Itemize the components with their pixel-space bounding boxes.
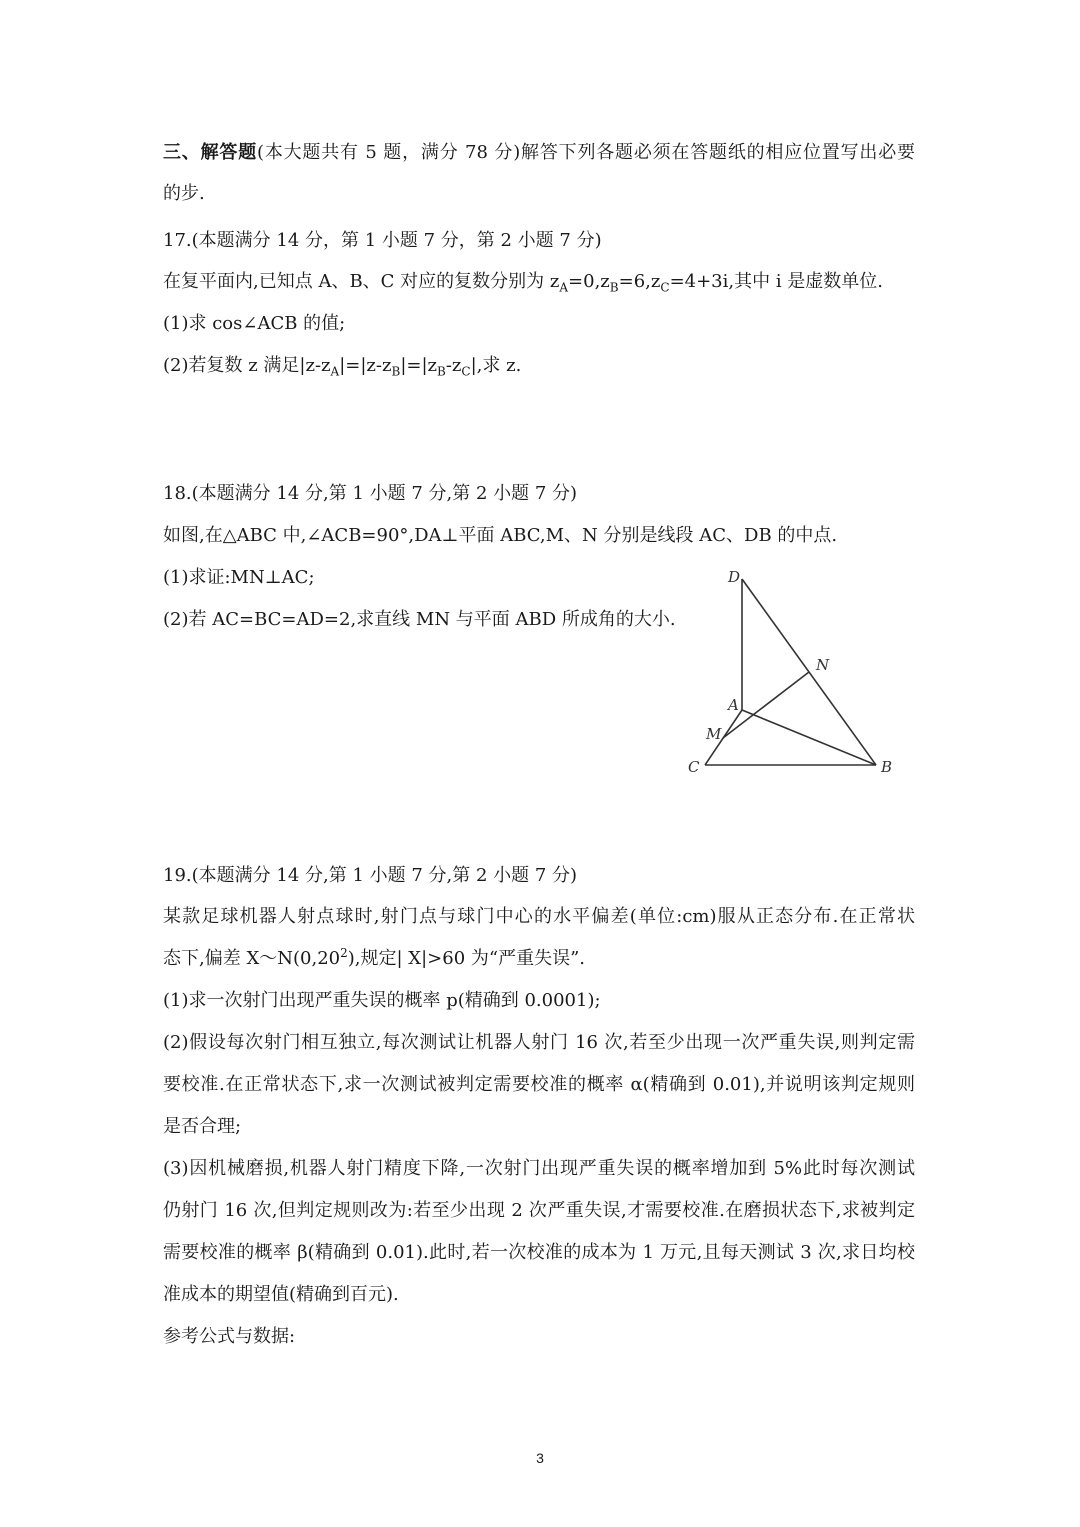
label-N: N: [816, 656, 830, 674]
q19-part3-line2: 仍射门 16 次,但判定规则改为:若至少出现 2 次严重失误,才需要校准.在磨损状态下,求被判定: [163, 1200, 915, 1221]
q19-header: 19.(本题满分 14 分,第 1 小题 7 分,第 2 小题 7 分): [163, 865, 578, 886]
q17-part2: (2)若复数 z 满足$|z-z_A|=|z-z_B|=|z_B-z_C|$,求 z.: [163, 355, 522, 379]
section-intro: 三、解答题(本大题共有 5 题，满分 78 分)解答下列各题必须在答题纸的相应位置写出必要: [163, 142, 915, 163]
q19-part2-line1: (2)假设每次射门相互独立,每次测试让机器人射门 16 次,若至少出现一次严重失误,则判定需: [163, 1032, 915, 1053]
section-heading: 三、解答题: [163, 142, 257, 163]
q17-stem: 在复平面内,已知点 A、B、C 对应的复数分别为 $z_A=0,z_B=6,z_C=4+3i$,其中 i 是虚数单位.: [163, 271, 884, 295]
label-A: A: [728, 696, 739, 714]
q17-header: 17.(本题满分 14 分，第 1 小题 7 分，第 2 小题 7 分): [163, 230, 602, 251]
q19-part3-line1: (3)因机械磨损,机器人射门精度下降,一次射门出现严重失误的概率增加到 5%此时每次测试: [163, 1158, 915, 1179]
q18-part1: (1)求证:MN⊥AC;: [163, 567, 315, 588]
q19-part3-line4: 准成本的期望值(精确到百元).: [163, 1284, 399, 1305]
q19-part3-line3: 需要校准的概率 β(精确到 0.01).此时,若一次校准的成本为 1 万元,且每天测试 3 次,求日均校: [163, 1242, 915, 1263]
q19-part1: (1)求一次射门出现严重失误的概率 p(精确到 0.0001);: [163, 990, 601, 1011]
page-number: 3: [536, 1450, 544, 1466]
section-intro-cont: 的步.: [163, 183, 205, 204]
q19-reference: 参考公式与数据:: [163, 1326, 296, 1347]
q19-stem-1: 某款足球机器人射点球时,射门点与球门中心的水平偏差(单位:cm)服从正态分布.在正常状: [163, 906, 915, 927]
q17-part1: (1)求 cos∠ACB 的值;: [163, 313, 346, 334]
geometry-figure: [680, 560, 910, 780]
label-B: B: [881, 758, 893, 776]
label-C: C: [688, 758, 700, 776]
q18-header: 18.(本题满分 14 分,第 1 小题 7 分,第 2 小题 7 分): [163, 483, 578, 504]
q19-part2-line2: 要校准.在正常状态下,求一次测试被判定需要校准的概率 α(精确到 0.01),并说明该判定规则: [163, 1074, 915, 1095]
q18-stem: 如图,在△ABC 中,∠ACB=90°,DA⊥平面 ABC,M、N 分别是线段 AC、DB 的中点.: [163, 525, 838, 546]
label-D: D: [728, 568, 741, 586]
q18-part2: (2)若 AC=BC=AD=2,求直线 MN 与平面 ABD 所成角的大小.: [163, 609, 676, 630]
q19-part2-line3: 是否合理;: [163, 1116, 242, 1137]
label-M: M: [706, 725, 722, 743]
q19-stem-2: 态下,偏差 X～N(0,20$^2$),规定| X|>60 为“严重失误”.: [163, 946, 585, 969]
